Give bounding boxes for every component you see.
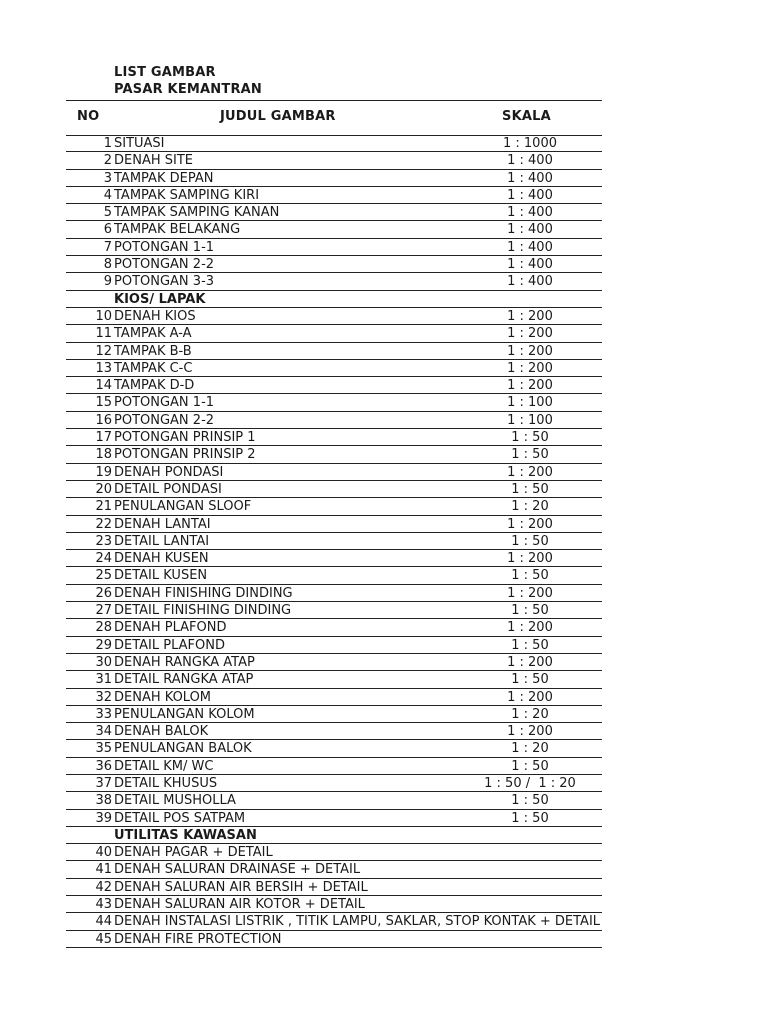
- row-number: 26: [95, 585, 112, 601]
- row-number: 34: [95, 724, 112, 740]
- document-subtitle: PASAR KEMANTRAN: [114, 82, 263, 97]
- row-number: 20: [95, 481, 112, 497]
- drawing-title: DENAH KIOS: [114, 308, 196, 324]
- table-row: [66, 204, 602, 221]
- drawing-title: TAMPAK SAMPING KANAN: [114, 205, 280, 221]
- drawing-scale: 1 : 200: [507, 343, 553, 359]
- table-row: [66, 360, 602, 377]
- drawing-scale: 1 : 400: [507, 222, 553, 238]
- drawing-scale: 1 : 50: [511, 758, 549, 774]
- drawing-scale: 1 : 200: [507, 689, 553, 705]
- row-number: 12: [95, 343, 112, 359]
- drawing-title: DENAH INSTALASI LISTRIK , TITIK LAMPU, SAKLAR, STOP KONTAK + DETAIL: [114, 914, 601, 930]
- drawing-scale: 1 : 1000: [503, 136, 557, 151]
- table-row: [66, 412, 602, 429]
- drawing-title: DENAH PONDASI: [114, 464, 224, 480]
- drawing-scale: 1 : 400: [507, 153, 553, 169]
- row-number: 13: [95, 360, 112, 376]
- row-number: 45: [95, 931, 112, 947]
- drawing-title: SITUASI: [114, 136, 165, 151]
- table-row: [66, 221, 602, 238]
- drawing-scale: 1 : 400: [507, 205, 553, 221]
- table-row: [66, 896, 602, 913]
- table-row: [66, 619, 602, 636]
- drawing-scale: 1 : 200: [507, 360, 553, 376]
- row-number: 29: [95, 637, 112, 653]
- table-row: [66, 446, 602, 463]
- row-number: 1: [103, 136, 112, 151]
- table-row: [66, 533, 602, 550]
- drawing-scale: 1 : 50: [511, 637, 549, 653]
- drawing-title: DETAIL KUSEN: [114, 568, 208, 584]
- drawing-list-table: [66, 135, 602, 948]
- drawing-scale: 1 : 200: [507, 464, 553, 480]
- row-number: 21: [95, 499, 112, 515]
- section-row: [66, 827, 602, 844]
- drawing-title: DENAH PAGAR + DETAIL: [114, 845, 273, 861]
- drawing-title: DENAH SALURAN DRAINASE + DETAIL: [114, 862, 361, 878]
- drawing-title: DENAH SALURAN AIR KOTOR + DETAIL: [114, 897, 365, 913]
- drawing-scale: 1 : 400: [507, 239, 553, 255]
- drawing-scale: 1 : 200: [507, 724, 553, 740]
- row-number: 28: [95, 620, 112, 636]
- row-number: 38: [95, 793, 112, 809]
- section-title: KIOS/ LAPAK: [114, 291, 206, 307]
- table-row: [66, 308, 602, 325]
- column-header-judul: JUDUL GAMBAR: [220, 109, 336, 124]
- table-row: [66, 740, 602, 757]
- drawing-scale: 1 : 50: [511, 672, 549, 688]
- table-row: [66, 810, 602, 827]
- drawing-scale: 1 : 400: [507, 257, 553, 273]
- row-number: 39: [95, 810, 112, 826]
- table-row: [66, 913, 602, 930]
- drawing-title: TAMPAK A-A: [114, 326, 192, 342]
- drawing-title: DENAH RANGKA ATAP: [114, 654, 255, 670]
- table-row: [66, 187, 602, 204]
- drawing-title: POTONGAN 1-1: [114, 395, 215, 411]
- section-title: UTILITAS KAWASAN: [114, 827, 257, 843]
- drawing-title: DENAH FIRE PROTECTION: [114, 931, 282, 947]
- section-row: [66, 291, 602, 308]
- drawing-title: POTONGAN 2-2: [114, 412, 215, 428]
- drawing-scale: 1 : 20: [511, 741, 549, 757]
- drawing-scale: 1 : 400: [507, 187, 553, 203]
- row-number: 19: [95, 464, 112, 480]
- drawing-scale: 1 : 20: [511, 499, 549, 515]
- drawing-scale: 1 : 200: [507, 620, 553, 636]
- row-number: 23: [95, 533, 112, 549]
- drawing-scale: 1 : 50: [511, 430, 549, 446]
- drawing-title: DENAH SITE: [114, 153, 193, 169]
- table-row: [66, 792, 602, 809]
- column-header-skala: SKALA: [502, 109, 551, 124]
- table-row: [66, 931, 602, 948]
- row-number: 16: [95, 412, 112, 428]
- row-number: 2: [103, 153, 112, 169]
- table-row: [66, 775, 602, 792]
- row-number: 22: [95, 516, 112, 532]
- drawing-title: TAMPAK BELAKANG: [114, 222, 241, 238]
- table-row: [66, 671, 602, 688]
- table-row: [66, 861, 602, 878]
- table-row: [66, 481, 602, 498]
- row-number: 18: [95, 447, 112, 463]
- drawing-title: DETAIL PLAFOND: [114, 637, 225, 653]
- table-row: [66, 550, 602, 567]
- row-number: 31: [95, 672, 112, 688]
- row-number: 27: [95, 603, 112, 619]
- drawing-scale: 1 : 50: [511, 447, 549, 463]
- drawing-title: POTONGAN PRINSIP 1: [114, 430, 256, 446]
- drawing-title: DENAH FINISHING DINDING: [114, 585, 293, 601]
- table-row: [66, 706, 602, 723]
- drawing-title: DENAH SALURAN AIR BERSIH + DETAIL: [114, 879, 368, 895]
- row-number: 15: [95, 395, 112, 411]
- drawing-scale: 1 : 400: [507, 274, 553, 290]
- row-number: 9: [103, 274, 112, 290]
- table-row: [66, 879, 602, 896]
- drawing-title: POTONGAN 2-2: [114, 257, 215, 273]
- row-number: 6: [103, 222, 112, 238]
- document-title: LIST GAMBAR: [114, 65, 216, 80]
- drawing-scale: 1 : 50: [511, 533, 549, 549]
- row-number: 41: [95, 862, 112, 878]
- drawing-scale: 1 : 50: [511, 603, 549, 619]
- row-number: 44: [95, 914, 112, 930]
- table-row: [66, 723, 602, 740]
- row-number: 24: [95, 551, 112, 567]
- drawing-scale: 1 : 50: [511, 810, 549, 826]
- table-row: [66, 273, 602, 290]
- drawing-title: POTONGAN PRINSIP 2: [114, 447, 256, 463]
- table-row: [66, 170, 602, 187]
- row-number: 43: [95, 897, 112, 913]
- drawing-title: TAMPAK SAMPING KIRI: [114, 187, 260, 203]
- drawing-title: POTONGAN 3-3: [114, 274, 215, 290]
- table-row: [66, 758, 602, 775]
- drawing-title: DENAH LANTAI: [114, 516, 211, 532]
- drawing-title: DETAIL KHUSUS: [114, 775, 218, 791]
- drawing-title: DETAIL LANTAI: [114, 533, 210, 549]
- table-row: [66, 567, 602, 584]
- drawing-scale: 1 : 50 / 1 : 20: [484, 775, 576, 791]
- drawing-scale: 1 : 200: [507, 551, 553, 567]
- table-row: [66, 637, 602, 654]
- drawing-scale: 1 : 50: [511, 481, 549, 497]
- table-row: [66, 498, 602, 515]
- drawing-scale: 1 : 200: [507, 378, 553, 394]
- drawing-scale: 1 : 200: [507, 326, 553, 342]
- table-row: [66, 654, 602, 671]
- table-row: [66, 689, 602, 706]
- table-row: [66, 135, 602, 152]
- drawing-scale: 1 : 20: [511, 706, 549, 722]
- table-row: [66, 343, 602, 360]
- table-row: [66, 394, 602, 411]
- column-header-no: NO: [77, 109, 100, 124]
- drawing-scale: 1 : 200: [507, 308, 553, 324]
- drawing-scale: 1 : 50: [511, 568, 549, 584]
- table-row: [66, 429, 602, 446]
- row-number: 37: [95, 775, 112, 791]
- table-row: [66, 844, 602, 861]
- drawing-title: PENULANGAN SLOOF: [114, 499, 252, 515]
- drawing-title: PENULANGAN KOLOM: [114, 706, 255, 722]
- drawing-title: DENAH BALOK: [114, 724, 209, 740]
- row-number: 14: [95, 378, 112, 394]
- row-number: 33: [95, 706, 112, 722]
- row-number: 7: [103, 239, 112, 255]
- drawing-title: TAMPAK D-D: [114, 378, 195, 394]
- row-number: 11: [95, 326, 112, 342]
- table-row: [66, 516, 602, 533]
- row-number: 35: [95, 741, 112, 757]
- table-row: [66, 377, 602, 394]
- drawing-title: DETAIL PONDASI: [114, 481, 222, 497]
- row-number: 10: [95, 308, 112, 324]
- drawing-title: DETAIL RANGKA ATAP: [114, 672, 254, 688]
- row-number: 4: [103, 187, 112, 203]
- drawing-title: DETAIL POS SATPAM: [114, 810, 246, 826]
- row-number: 40: [95, 845, 112, 861]
- row-number: 42: [95, 879, 112, 895]
- drawing-title: DETAIL FINISHING DINDING: [114, 603, 292, 619]
- table-row: [66, 239, 602, 256]
- drawing-scale: 1 : 100: [507, 412, 553, 428]
- drawing-scale: 1 : 400: [507, 170, 553, 186]
- drawing-scale: 1 : 100: [507, 395, 553, 411]
- drawing-title: DENAH KOLOM: [114, 689, 212, 705]
- drawing-title: DETAIL KM/ WC: [114, 758, 214, 774]
- row-number: 36: [95, 758, 112, 774]
- drawing-title: TAMPAK DEPAN: [114, 170, 214, 186]
- table-row: [66, 602, 602, 619]
- drawing-title: TAMPAK B-B: [114, 343, 192, 359]
- table-row: [66, 325, 602, 342]
- drawing-title: POTONGAN 1-1: [114, 239, 215, 255]
- row-number: 25: [95, 568, 112, 584]
- drawing-scale: 1 : 200: [507, 585, 553, 601]
- table-row: [66, 256, 602, 273]
- header-top-rule: [66, 100, 602, 101]
- drawing-scale: 1 : 50: [511, 793, 549, 809]
- drawing-scale: 1 : 200: [507, 654, 553, 670]
- drawing-title: DENAH PLAFOND: [114, 620, 227, 636]
- table-row: [66, 464, 602, 481]
- row-number: 32: [95, 689, 112, 705]
- row-number: 8: [103, 257, 112, 273]
- row-number: 30: [95, 654, 112, 670]
- drawing-title: DETAIL MUSHOLLA: [114, 793, 236, 809]
- row-number: 5: [103, 205, 112, 221]
- row-number: 3: [103, 170, 112, 186]
- drawing-scale: 1 : 200: [507, 516, 553, 532]
- drawing-title: DENAH KUSEN: [114, 551, 209, 567]
- drawing-title: TAMPAK C-C: [114, 360, 193, 376]
- row-number: 17: [95, 430, 112, 446]
- table-row: [66, 585, 602, 602]
- drawing-title: PENULANGAN BALOK: [114, 741, 252, 757]
- table-row: [66, 152, 602, 169]
